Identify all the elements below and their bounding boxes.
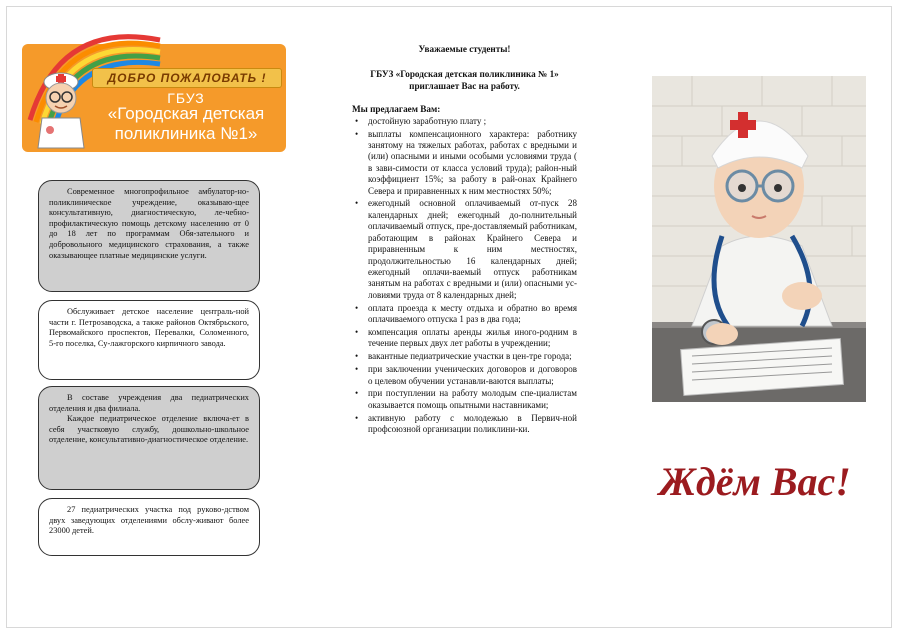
info-box-about	[38, 180, 260, 292]
bullet-icon: •	[355, 412, 359, 423]
list-item	[352, 388, 577, 411]
greeting-heading: Уважаемые студенты!	[418, 44, 511, 54]
list-item	[352, 198, 577, 301]
bullet-icon: •	[355, 326, 359, 337]
info-box-paragraph: 27 педиатрических участка под руково-дством двух заведующих отделениями обслу-живают более 23000 детей.	[49, 505, 249, 536]
bullet-icon: •	[355, 302, 359, 313]
list-item	[352, 364, 577, 387]
logo-welcome-text: ДОБРО ПОЖАЛОВАТЬ !	[92, 68, 282, 88]
list-item-text: ежегодный основной оплачиваемый от-пуск 28 календарных дней; ежегодный до-полнительный оплачиваемый отпуск, пре-доставляемый работникам, работающим в районах Крайнего Севера и приравненным к ним местностях, продолжительностью 16 календарных дней; ежегодный оплачи-ваемый отпуск работникам занятым на работах с вредными и (или) опасными ус-ловиями труда от 8 календарных дней;	[368, 198, 577, 300]
list-item-text: оплата проезда к месту отдыха и обратно во время оплачиваемого отпуска 1 раз в два года;	[368, 302, 577, 325]
bullet-icon: •	[355, 351, 359, 362]
doctor-mascot-icon	[30, 60, 92, 150]
logo-clinic-name	[92, 104, 280, 144]
list-item	[352, 413, 577, 436]
offer-heading: Мы предлагаем Вам:	[352, 104, 441, 115]
logo-name-line2: поликлиника №1»	[114, 124, 258, 143]
invitation-heading: ГБУЗ «Городская детская поликлиника № 1» приглашает Вас на работу.	[370, 69, 559, 91]
info-box-service-area	[38, 300, 260, 380]
info-box-paragraph: Каждое педиатрическое отделение включа-ет в себя участковую службу, дошкольно-школьное отделение, консультативно-диагностическое отделение.	[49, 414, 249, 445]
list-item-text: компенсация оплаты аренды жилья иного-родним в течение первых двух лет работы в учреждении;	[368, 326, 577, 349]
list-item-text: выплаты компенсационного характера: работнику занятому на тяжелых работах, работах с вредными и (или) опасными и иными особыми условиями труда ( в зави-симости от класса условий труда); район-ный коэффициент 15%; за работу в рай-онах Крайнего Севера и приравненных к ним местностях 50%;	[368, 128, 577, 196]
list-item-text: достойную заработную плату ;	[368, 115, 487, 126]
logo-gbuz-text: ГБУЗ	[167, 90, 205, 106]
info-box-paragraph: Современное многопрофильное амбулатор-но-поликлиническое учреждение, оказываю-щее консультативную, диагностическую, ле-чебно-профилактическую помощь детскому населению от 0 до 18 лет по программам Обя-зательного и добровольного медицинского страхования, а также оказывающее платные медицинские услуги.	[49, 187, 249, 260]
job-offer-column	[352, 44, 577, 437]
list-item	[352, 327, 577, 350]
list-item	[352, 303, 577, 326]
bullet-icon: •	[355, 364, 359, 375]
list-item-text: при поступлении на работу молодым спе-циалистам оказывается помощь опытными наставниками;	[368, 388, 577, 410]
bullet-icon: •	[355, 128, 359, 139]
info-box-districts	[38, 498, 260, 556]
list-item-text: активную работу с молодежью в Первич-ной профсоюзной организации поликлини-ки.	[368, 412, 577, 435]
list-item	[352, 116, 577, 127]
child-doctor-photo	[652, 76, 866, 402]
bullet-icon: •	[355, 198, 359, 209]
bullet-icon: •	[355, 388, 359, 399]
info-box-structure	[38, 386, 260, 490]
bullet-icon: •	[355, 115, 359, 126]
child-doctor-illustration	[652, 76, 866, 402]
list-item-text: вакантные педиатрические участки в цен-тре города;	[368, 351, 572, 362]
list-item-text: при заключении ученических договоров и договоров о целевом обучении устанавли-ваются выплаты;	[368, 364, 577, 386]
info-box-paragraph: Обслуживает детское население централь-ной части г. Петрозаводска, а также районов Октябрьского, Первомайского проспектов, Перевалки, Соломенного, 5-го поселка, Су-лажгорского кирпичного завода.	[49, 307, 249, 348]
list-item	[352, 351, 577, 362]
logo-name-line1: «Городская детская	[107, 104, 265, 123]
info-box-paragraph: В составе учреждения два педиатрических отделения и два филиала.	[49, 393, 249, 413]
slogan-text: Ждём Вас!	[659, 459, 851, 504]
list-item	[352, 129, 577, 197]
offer-list	[352, 116, 577, 436]
